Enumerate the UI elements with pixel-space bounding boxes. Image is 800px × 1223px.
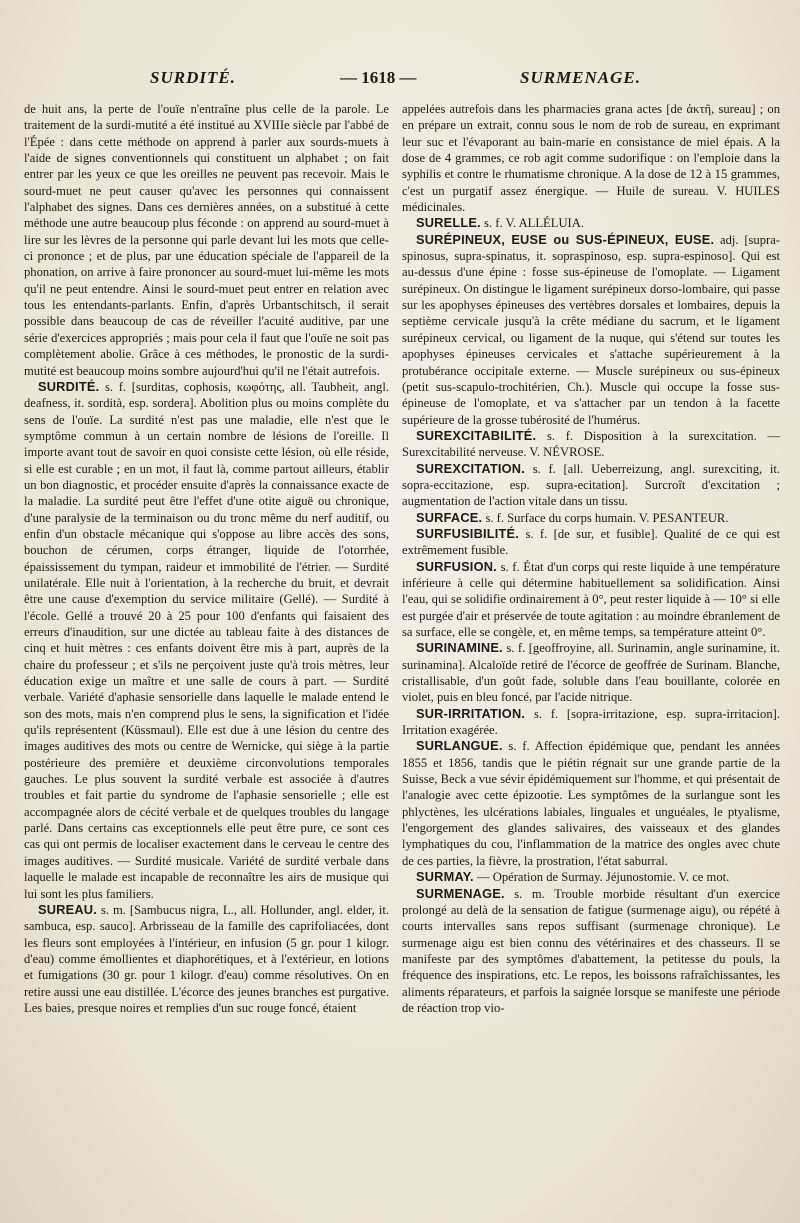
headword: SURINAMINE.: [416, 640, 503, 656]
continuation-paragraph: appelées autrefois dans les pharmacies grana actes [de ἀκτῆ, sureau] ; on en prépare un extrait, connu sous le nom de rob de sureau, en exprimant leur suc et l'évaporant au bain-marie en consistance de miel épais. A la dose de 4 grammes, ce rob agit comme sudorifique : on l'emploie dans la syphilis et contre le rhumatisme chronique. A la dose de 12 à 15 grammes, c'est un purgatif assez énergique. — Huile de sureau. V. HUILES médicinales.: [402, 102, 780, 215]
entry-sur-irritation: [402, 706, 780, 739]
entry-surdite: [24, 379, 389, 902]
headword: SUREXCITABILITÉ.: [416, 427, 537, 443]
entry-text: s. f. [sopra-irritazione, esp. supra-irritacion]. Irritation exagérée.: [402, 706, 780, 738]
headword: SURMENAGE.: [416, 885, 505, 901]
entry-surmay: [402, 869, 780, 885]
entry-text: — Opération de Surmay. Jéjunostomie. V. ce mot.: [476, 870, 730, 885]
continuation-paragraph: de huit ans, la perte de l'ouïe n'entraîne plus celle de la parole. Le traitement de la surdi-mutité a été institué au XVIIIe siècle par l'abbé de l'Épée : dans cette méthode on apprend à parler aux sourds-muets à l'aide de signes conventionnels qui constituent un alphabet ; on fait entrer par les yeux ce que les oreilles ne peuvent pas recevoir. Mais le sourd-muet ne peut causer qu'avec les personnes qui connaissent l'alphabet des signes. Dans ces dernières années, on a substitué à cette méthode une autre beaucoup plus féconde : on apprend au sourd-muet à lire sur les lèvres de la personne qui parle devant lui les mots que celle-ci prononce ; et de plus, par une éducation spéciale de l'appareil de la phonation, on arrive à faire prononcer au sourd-muet lui-même les mots qu'il ne peut entendre. Ainsi le sourd-muet peut entrer en relation avec tous les entendants-parlants. Enfin, d'après Urbantschitsch, il serait possible dans beaucoup de cas de réveiller l'acuité auditive, par une série d'exercices appropriés ; mais pour cela il faut que l'ouïe ne soit pas complètement abolie. Grâce à ces méthodes, le pronostic de la surdi-mutité est beaucoup moins sombre aujourd'hui qu'il ne l'était autrefois.: [24, 102, 389, 378]
entry-surface: [402, 510, 780, 526]
entry-text: s. f. [surditas, cophosis, κωφότης, all. Taubheit, angl. deafness, it. sordità, esp. sordera]. Abolition plus ou moins complète du sens de l'ouïe. La surdité n'est pas une maladie, elle n'est que le symptôme commun à un certain nombre de lésions de l'oreille. Il importe avant tout de savoir en quoi consiste cette lésion, où elle réside, si elle est curable ; en un mot, il faut là, comme partout ailleurs, établir un bon diagnostic, et procéder ensuite d'après la connaissance exacte de la maladie. La surdité peut être l'effet d'une otite aiguë ou chronique, d'une paralysie de la terminaison ou du tronc même du nerf auditif, ou enfin d'un obstacle mécanique qui s'oppose au libre accès des sons, bouchon de cérumen, corps étranger, liquide de l'otorrhée, épaississement du tympan, raideur et immobilité de l'étrier. — Surdité unilatérale. Elle nuit à l'orientation, à la recherche du bruit, et devrait être une cause d'exemption du service militaire (Gellé). — Surdité à l'école. Gellé a trouvé 20 à 25 pour 100 d'enfants qui faisaient des erreurs d'inaudition, sur une dictée au tableau faite à des distances de cinq et huit mètres : ces enfants doivent être mis à part, auprès de la chaire du professeur ; et s'ils ne perçoivent juste qu'à trois mètres, leur éducation exige un maître et une salle de cours à part. — Surdité verbale. Variété d'aphasie sensorielle dans laquelle le malade entend le son des mots, mais n'en comprend plus le sens, la signification et l'idée qu'ils représentent (Küssmaul). Elle est due à une lésion du centre des images auditives des mots ou centre de Wernicke, qui siège à la partie postérieure des première et deuxième circonvolutions temporales gauches. Le plus souvent la surdité verbale est associée à d'autres troubles et fait partie du syndrome de l'aphasie sensorielle ; elle est accompagnée alors de cécité verbale et de quelques troubles du langage parlé. Dans certains cas exceptionnels elle peut être pure, ce sont ces cas qui ont permis de localiser exactement dans le cerveau le centre des images auditives. — Surdité musicale. Variété de surdité verbale dans laquelle le malade est incapable de reconnaître les airs de musique qui lui sont les plus familiers.: [24, 379, 389, 901]
entry-surmenage: [402, 886, 780, 1017]
entry-surexcitabilite: [402, 428, 780, 461]
header-left-word: SURDITÉ.: [150, 68, 236, 87]
entry-surelle: [402, 215, 780, 231]
entry-text: s. f. [all. Ueberreizung, angl. surexciting, it. sopra-eccitazione, esp. supra-ecitation]. Surcroît d'excitation ; augmentation de l'action vitale dans un tissu.: [402, 461, 780, 509]
headword: SURÉPINEUX, EUSE ou SUS-ÉPINEUX, EUSE.: [416, 231, 715, 247]
entry-text: s. f. Surface du corps humain. V. PESANTEUR.: [485, 510, 729, 525]
headword: SUR-IRRITATION.: [416, 705, 526, 721]
entry-surfusion: [402, 559, 780, 641]
headword: SUREAU.: [38, 901, 97, 917]
entry-text: s. f. [de sur, et fusible]. Qualité de ce qui est extrêmement fusible.: [402, 526, 780, 558]
entry-surepineux: [402, 232, 780, 428]
entry-surexcitation: [402, 461, 780, 510]
right-column: [402, 101, 780, 1016]
entry-text: adj. [supra-spinosus, supra-spinatus, it. sopraspinoso, esp. supra-espinoso]. Qui est au-dessus d'une épine : fosse sus-épineuse de l'omoplate. — Ligament surépineux. On distingue le ligament surépineux dorso-lombaire, qui passe sur les apophyses épineuses des vertèbres dorsales et lombaires, depuis la septième cervicale jusqu'à la crête médiane du sacrum, et le ligament surépineux cervical, ou ligament de la nuque, qui s'étend sur toutes les apophyses épineuses cervicales et s'attache supérieurement à la protubérance occipitale externe. — Muscle surépineux ou sus-épineux (petit sus-scapulo-trochitérien, Ch.). Muscle qui occupe la fosse sus-épineuse de l'omoplate, et va s'attacher par un tendon à la facette supérieure de la grosse tubérosité de l'humérus.: [402, 232, 780, 427]
headword: SURLANGUE.: [416, 738, 503, 754]
headword: SURMAY.: [416, 869, 474, 885]
left-column: [24, 101, 389, 1016]
entry-text: s. m. Trouble morbide résultant d'un exercice prolongé au delà de la sensation de fatigue (surmenage aigu), ou répété à courts intervalles sans repos suffisant (surmenage chronique). Le surmenage aigu est bien connu des vétérinaires et des chasseurs. Il se manifeste par des symptômes d'abattement, la petitesse du pouls, la fréquence des inspirations, etc. Le repos, les boissons rafraîchissantes, les aliments réparateurs, et parfois la saignée lorsque se manifeste une période de réaction trop vio-: [402, 886, 781, 1015]
running-head: [0, 68, 800, 94]
page-number: — 1618 —: [340, 68, 417, 87]
headword: SURFACE.: [416, 509, 483, 525]
entry-text: s. f. [geoffroyine, all. Surinamin, angle surinamine, it. surinamina]. Alcaloïde retiré de l'écorce de geoffrée de Surinam. Blanche, cristallisable, d'un goût fade, soluble dans l'eau bouillante, colorée en violet, puis en bleu foncé, par l'acide nitrique.: [402, 641, 781, 705]
entry-text: s. f. V. ALLÉLUIA.: [484, 216, 584, 231]
entry-surfusibilite: [402, 526, 780, 559]
entry-text: s. f. État d'un corps qui reste liquide à une température inférieure à celle qui détermine habituellement sa solidification. Ainsi l'eau, qui se solidifie ordinairement à 0°, peut rester liquide à — 10° si elle est purgée d'air et préservée de toute agitation : au moindre ébranlement de sa surface, elle se congèle, et, en même temps, sa température atteint 0°.: [402, 559, 780, 639]
headword: SUREXCITATION.: [416, 460, 525, 476]
entry-surlangue: [402, 738, 780, 869]
header-right-word: SURMENAGE.: [520, 68, 642, 87]
entry-text: s. m. [Sambucus nigra, L., all. Hollunder, angl. elder, it. sambuca, esp. sauco]. Arbrisseau de la famille des caprifoliacées, dont les fleurs sont employées à l'intérieur, en infusion (5 gr. pour 1 kilogr. d'eau) comme émollientes et diaphorétiques, et à l'extérieur, en lotions et fumigations (30 gr. pour 1 kilogr. d'eau) comme résolutives. On en retire aussi une eau distillée. L'écorce des jeunes branches est purgative. Les baies, presque noires et remplies d'un suc rouge foncé, étaient: [24, 902, 389, 1015]
headword: SURELLE.: [416, 215, 481, 231]
headword: SURFUSION.: [416, 558, 497, 574]
entry-sureau: [24, 902, 389, 1016]
entry-surinamine: [402, 640, 780, 705]
entry-text: s. f. Affection épidémique que, pendant les années 1855 et 1856, tandis que le piétin régnait sur une grande partie de la Suisse, Beck a vue sévir épidémiquement sur l'homme, et qui présentait de l'analogie avec cette épizootie. Les symptômes de la surlangue sont les phlyctènes, les ulcérations labiales, linguales et unguéales, le ptyalisme, l'engorgement des glandes salivaires, des vaisseaux et des glandes lymphatiques du cou, l'inflammation de la matrice des ongles avec chute de ces parties, la fièvre, la prostration, l'état saburral.: [402, 739, 780, 868]
headword: SURDITÉ.: [38, 378, 100, 394]
entry-text: s. f. Disposition à la surexcitation. — Surexcitabilité nerveuse. V. NÉVROSE.: [402, 428, 780, 460]
headword: SURFUSIBILITÉ.: [416, 525, 520, 541]
